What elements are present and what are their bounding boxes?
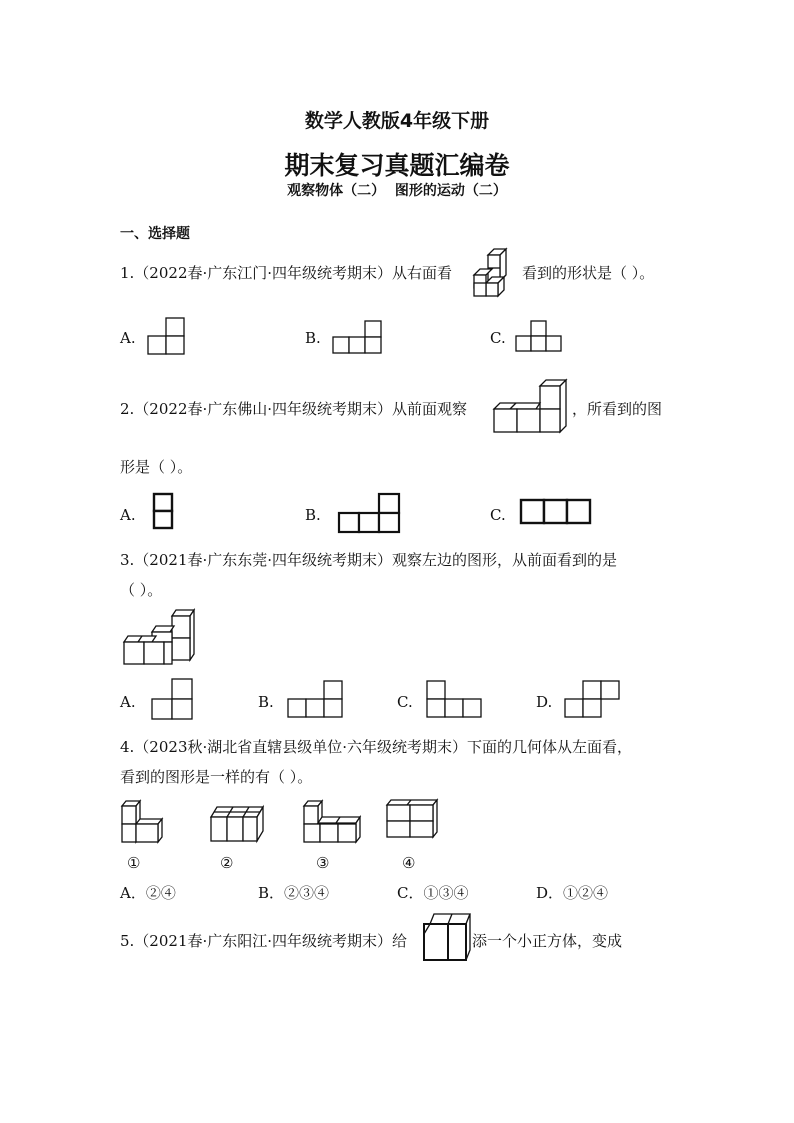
q5-text-before: 5.（2021春·广东阳江·四年级统考期末）给	[120, 932, 408, 950]
q4-figure-label-1: ①	[127, 854, 141, 872]
q2-option-a-label[interactable]: A.	[120, 506, 136, 524]
q2-option-c-label[interactable]: C.	[490, 506, 506, 524]
q1-cube-figure	[470, 247, 520, 297]
q3-option-d-label[interactable]: D.	[536, 693, 553, 711]
q4-option-d[interactable]: D．①②④	[536, 884, 609, 902]
q2-text-line2: 形是（ ）。	[120, 458, 193, 476]
q5-cube-figure	[422, 912, 472, 962]
q4-option-b[interactable]: B．②③④	[258, 884, 330, 902]
q3-cube-figure	[120, 606, 204, 668]
q4-figure-3	[302, 799, 362, 845]
q3-option-b-label[interactable]: B.	[258, 693, 274, 711]
q1-option-c-figure	[516, 320, 566, 354]
q3-option-c-figure	[427, 680, 487, 720]
q1-text-after: 看到的形状是（ ）。	[522, 264, 655, 282]
q4-figure-4	[385, 798, 439, 840]
q1-option-c-label[interactable]: C.	[490, 329, 506, 347]
q4-figure-label-4: ④	[402, 854, 416, 872]
q3-option-d-figure	[565, 680, 625, 720]
document-title: 数学人教版4年级下册	[304, 110, 490, 132]
q3-option-a-figure	[152, 678, 196, 722]
q4-figure-label-3: ③	[316, 854, 330, 872]
q1-text-before: 1.（2022春·广东江门·四年级统考期末）从右面看	[120, 264, 453, 282]
q1-option-b-label[interactable]: B.	[305, 329, 321, 347]
q4-text: 4.（2023秋·湖北省直辖县级单位·六年级统考期末）下面的几何体从左面看，	[120, 738, 633, 756]
document-subtitle: 期末复习真题汇编卷	[284, 151, 510, 180]
q4-text-line2: 看到的图形是一样的有（ ）。	[120, 768, 313, 786]
q3-text: 3.（2021春·广东东莞·四年级统考期末）观察左边的图形，从前面看到的是	[120, 551, 618, 569]
q3-option-c-label[interactable]: C.	[397, 693, 413, 711]
q2-option-c-figure	[520, 499, 594, 527]
q2-option-b-figure	[338, 493, 404, 535]
q1-option-a-label[interactable]: A.	[120, 329, 136, 347]
q4-figure-2	[205, 805, 265, 843]
q4-option-a[interactable]: A．②④	[120, 884, 176, 902]
q3-text-line2: （ ）。	[120, 581, 163, 599]
q1-option-a-figure	[148, 317, 188, 357]
q1-option-b-figure	[333, 320, 385, 356]
q2-option-b-label[interactable]: B.	[305, 506, 321, 524]
q4-figure-1	[120, 799, 166, 845]
section-heading: 一、选择题	[120, 226, 190, 242]
q4-figure-label-2: ②	[220, 854, 234, 872]
q2-text-before: 2.（2022春·广东佛山·四年级统考期末）从前面观察	[120, 400, 468, 418]
q2-text-after: ，所看到的图	[572, 400, 663, 418]
q2-cube-figure	[492, 378, 572, 436]
q3-option-b-figure	[288, 680, 348, 720]
q3-option-a-label[interactable]: A.	[120, 693, 136, 711]
q5-text-after: 添一个小正方体，变成	[472, 932, 623, 950]
q4-option-c[interactable]: C．①③④	[397, 884, 469, 902]
topics-line: 观察物体（二） 图形的运动（二）	[287, 183, 507, 199]
q2-option-a-figure	[153, 493, 175, 531]
